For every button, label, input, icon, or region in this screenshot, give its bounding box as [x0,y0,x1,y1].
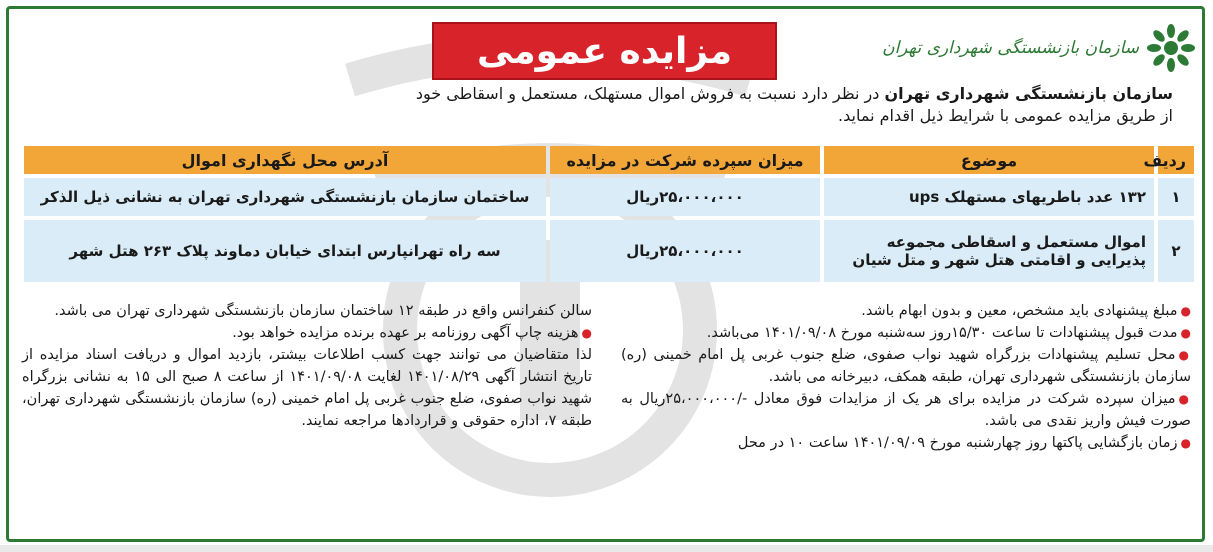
bullet-icon: ● [1178,348,1191,362]
row-deposit: ۲۵،۰۰۰،۰۰۰ریال [550,178,820,216]
intro-line-2: از طریق مزایده عمومی با شرایط ذیل اقدام نماید. [838,106,1173,125]
header-address: آدرس محل نگهداری اموال [24,146,546,174]
auction-banner-title: مزایده عمومی [432,22,777,80]
header-deposit: میزان سپرده شرکت در مزایده [550,146,820,174]
term-item: ●مدت قبول پیشنهادات تا ساعت ۱۵/۳۰روز سه‌شنبه مورخ ۱۴۰۱/۰۹/۰۸ می‌باشد. [706,325,1191,341]
intro-line-1 [93,83,1173,105]
term-item: ●میزان سپرده شرکت در مزایده برای هر یک از مزایدات فوق معادل -/۲۵،۰۰۰،۰۰۰ریال به صورت فیش واریز نقدی می باشد. [621,391,1191,429]
term-item: ●محل تسلیم پیشنهادات بزرگراه شهید نواب صفوی، ضلع جنوب غربی پل امام خمینی (ره) سازمان بازنشستگی شهرداری تهران، طبقه همکف، دبیرخانه می باشد. [621,347,1191,385]
term-closing: لذا متقاضیان می توانند جهت کسب اطلاعات بیشتر، بازدید اموال و دریافت اسناد مزایده از تاریخ انتشار آگهی ۱۴۰۱/۰۸/۲۹ لغایت ۱۴۰۱/۰۹/۰۸ از ساعت ۸ صبح الی ۱۵ به نشانی بزرگراه شهید نواب صفوی، ضلع جنوب غربی پل امام خمینی (ره) سازمان بازنشستگی شهرداری تهران، طبقه ۷، اداره حقوقی و قراردادها مراجعه نمایند. [22,347,592,429]
table-row [24,178,1194,216]
row-subject: ۱۳۲ عدد باطریهای مستهلک ups [824,178,1154,216]
bullet-icon: ● [1180,304,1191,318]
header-row-number: ردیف [1158,146,1194,174]
bullet-icon: ● [1180,436,1191,450]
org-logo-text: سازمان بازنشستگی شهرداری تهران [882,38,1139,58]
row-number: ۲ [1158,220,1194,282]
intro-text [93,83,1173,127]
row-number: ۱ [1158,178,1194,216]
bullet-icon: ● [1178,392,1191,406]
bullet-icon: ● [581,326,592,340]
term-item: ●مبلغ پیشنهادی باید مشخص، معین و بدون ابهام باشد. [861,303,1191,319]
row-deposit: ۲۵،۰۰۰،۰۰۰ریال [550,220,820,282]
term-item: ●زمان بازگشایی پاکتها روز چهارشنبه مورخ ۱۴۰۱/۰۹/۰۹ ساعت ۱۰ در محل [737,435,1191,451]
row-address: سه راه تهرانپارس ابتدای خیابان دماوند پلاک ۲۶۳ هتل شهر [24,220,546,282]
intro-line-1-rest: در نظر دارد نسبت به فروش اموال مستهلک، مستعمل و اسقاطی خود [415,84,885,103]
bottom-strip [0,545,1213,552]
table-header-row [24,146,1194,174]
terms-left-column [22,300,592,432]
row-address: ساختمان سازمان بازنشستگی شهرداری تهران به نشانی ذیل الذکر [24,178,546,216]
term-continuation: سالن کنفرانس واقع در طبقه ۱۲ ساختمان سازمان بازنشستگی شهرداری تهران می باشد. [54,303,592,319]
header-subject: موضوع [824,146,1154,174]
intro-org-name: سازمان بازنشستگی شهرداری تهران [884,84,1173,103]
bullet-icon: ● [1180,326,1191,340]
terms-right-column [621,300,1191,454]
term-item: ●هزینه چاپ آگهی روزنامه بر عهده برنده مزایده خواهد بود. [232,325,592,341]
tehran-municipality-leaf-icon [1145,22,1197,74]
org-logo [882,22,1197,82]
row-subject: اموال مستعمل و اسقاطی مجموعه پذیرایی و اقامتی هتل شهر و متل شیان [824,220,1154,282]
table-row [24,220,1194,282]
auction-items-table [20,142,1198,286]
